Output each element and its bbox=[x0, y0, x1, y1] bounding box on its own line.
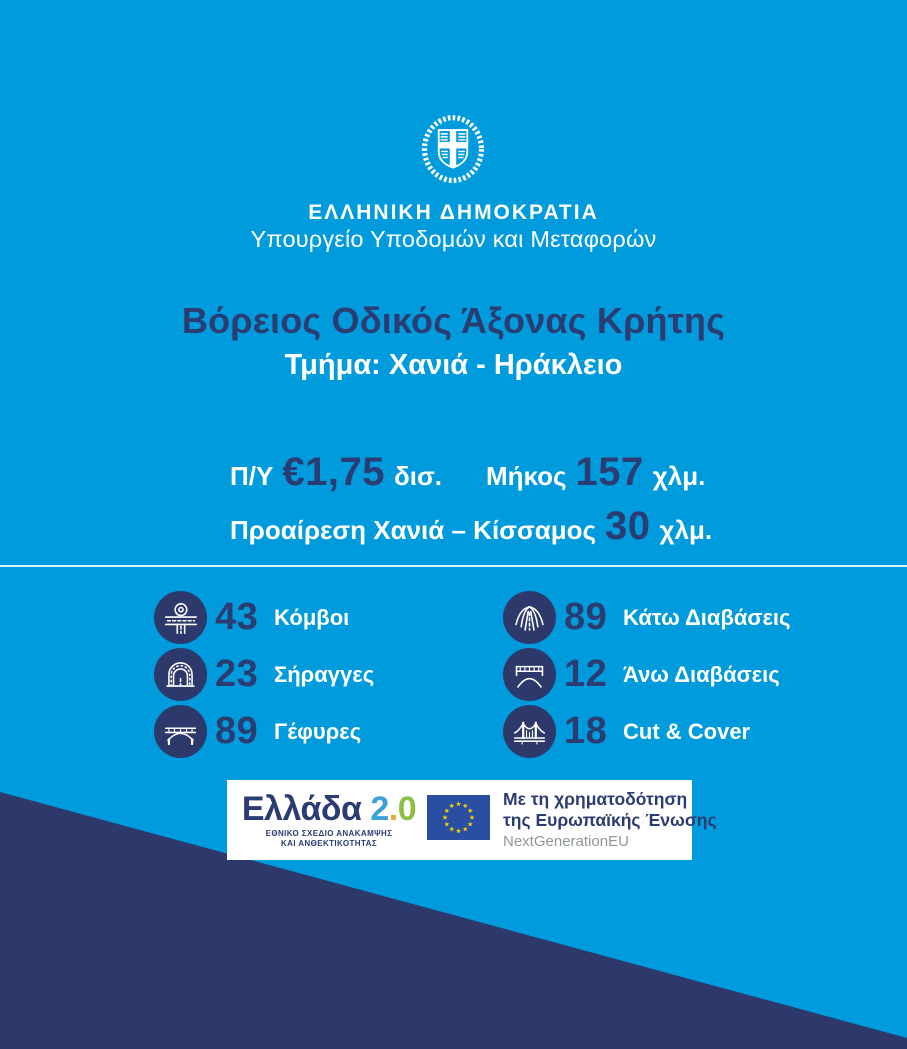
greece-2-0-logo bbox=[241, 789, 417, 849]
divider-line bbox=[0, 565, 907, 567]
stat-row-underpasses bbox=[503, 591, 790, 644]
length-label: Μήκος bbox=[485, 461, 567, 491]
stat-row-overpasses bbox=[503, 648, 790, 701]
stat-label: Σήραγγες bbox=[274, 661, 375, 687]
stats-column-left bbox=[154, 591, 374, 758]
bridge-icon bbox=[154, 705, 207, 758]
stat-label: Γέφυρες bbox=[274, 718, 362, 744]
length-value: 157 bbox=[575, 450, 644, 494]
page-title: Βόρειος Οδικός Άξονας Κρήτης bbox=[181, 300, 726, 341]
stat-value: 18 bbox=[564, 710, 608, 752]
summary-line-1 bbox=[230, 450, 712, 495]
nextgeneration-eu-label: NextGenerationEU bbox=[503, 833, 629, 851]
stat-row-junctions bbox=[154, 591, 374, 644]
stat-value: 12 bbox=[564, 653, 608, 695]
stat-label: Άνω Διαβάσεις bbox=[623, 661, 780, 687]
stat-row-tunnels bbox=[154, 648, 374, 701]
version-dot: . bbox=[388, 789, 398, 828]
org-name: ΕΛΛΗΝΙΚΗ ΔΗΜΟΚΡΑΤΙΑ bbox=[308, 201, 599, 224]
eu-funding-text bbox=[503, 789, 717, 851]
stats-column-right bbox=[503, 591, 790, 758]
option-value: 30 bbox=[605, 504, 651, 548]
greek-coat-of-arms-icon bbox=[415, 108, 491, 197]
version-minor: 0 bbox=[397, 789, 417, 828]
stat-value: 43 bbox=[215, 596, 259, 638]
tunnel-icon bbox=[154, 648, 207, 701]
underpass-icon bbox=[503, 591, 556, 644]
length-unit: χλμ. bbox=[652, 461, 706, 491]
greece-2-0-wordmark bbox=[241, 789, 417, 828]
junction-icon bbox=[154, 591, 207, 644]
version-major: 2 bbox=[370, 789, 389, 828]
greece-brand-text: Ελλάδα bbox=[241, 789, 362, 828]
stat-row-cut-and-cover bbox=[503, 705, 790, 758]
stat-value: 89 bbox=[215, 710, 259, 752]
stat-label: Κόμβοι bbox=[274, 604, 350, 630]
stat-value: 23 bbox=[215, 653, 259, 695]
eu-funding-line1: Με τη χρηματοδότηση bbox=[503, 789, 688, 810]
option-unit: χλμ. bbox=[659, 515, 713, 545]
overpass-icon bbox=[503, 648, 556, 701]
stat-label: Cut & Cover bbox=[623, 718, 751, 744]
ministry-name: Υπουργείο Υποδομών και Μεταφορών bbox=[250, 226, 657, 252]
budget-unit: δισ. bbox=[393, 461, 442, 491]
eu-funding-line2: της Ευρωπαϊκής Ένωσης bbox=[503, 809, 717, 830]
stat-row-bridges bbox=[154, 705, 374, 758]
summary-figures bbox=[230, 450, 712, 549]
stat-label: Κάτω Διαβάσεις bbox=[623, 604, 791, 630]
recovery-plan-caption bbox=[266, 829, 393, 849]
funding-box bbox=[227, 780, 717, 860]
stat-value: 89 bbox=[564, 596, 608, 638]
summary-line-2 bbox=[230, 504, 712, 549]
plan-caption-line2: ΚΑΙ ΑΝΘΕΚΤΙΚΟΤΗΤΑΣ bbox=[280, 838, 378, 848]
option-label: Προαίρεση Χανιά – Κίσσαμος bbox=[230, 515, 597, 545]
budget-value: €1,75 bbox=[282, 450, 385, 494]
budget-label: Π/Υ bbox=[230, 461, 274, 491]
plan-caption-line1: ΕΘΝΙΚΟ ΣΧΕΔΙΟ ΑΝΑΚΑΜΨΗΣ bbox=[265, 828, 393, 838]
eu-flag-icon bbox=[427, 795, 490, 845]
section-subtitle: Τμήμα: Χανιά - Ηράκλειο bbox=[284, 349, 623, 381]
cutcover-icon bbox=[503, 705, 556, 758]
